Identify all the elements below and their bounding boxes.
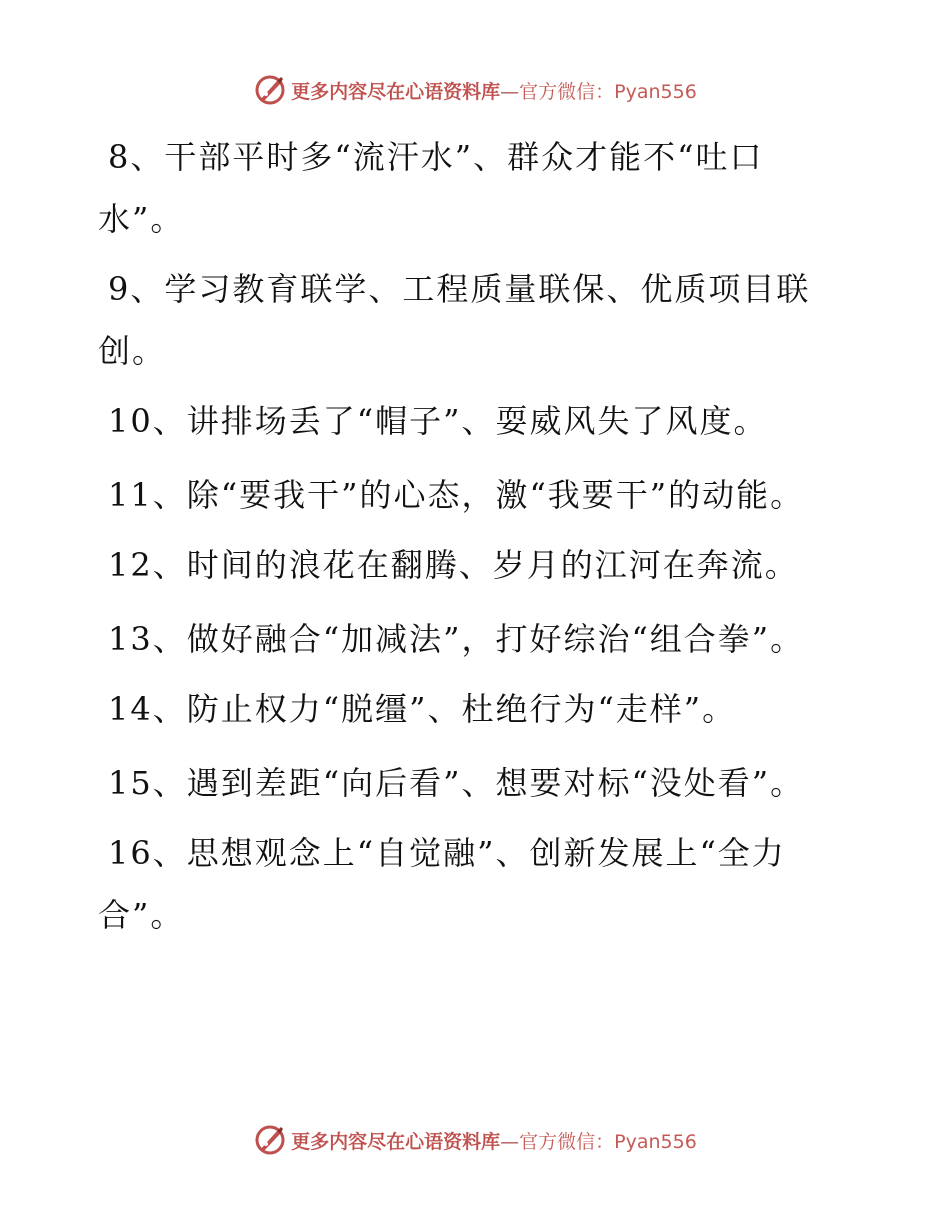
pen-logo-icon — [253, 73, 287, 107]
list-item-14: 14、防止权力“脱缰”、杜绝行为“走样”。 — [108, 690, 737, 728]
list-item-12: 12、时间的浪花在翻腾、岁月的江河在奔流。 — [108, 546, 799, 584]
list-item-13: 13、做好融合“加减法”，打好综治“组合拳”。 — [108, 620, 805, 658]
banner-text — [291, 1127, 697, 1154]
banner-contact: 官方微信：Pyan556 — [519, 1130, 697, 1153]
document-body — [98, 126, 838, 954]
footer-banner — [0, 1120, 950, 1160]
list-item-8: 8、干部平时多“流汗水”、群众才能不“吐口水”。 — [98, 138, 764, 238]
banner-dash: — — [500, 1130, 520, 1153]
banner-brand: 更多内容尽在心语资料库 — [291, 80, 501, 103]
pen-logo-icon — [253, 1123, 287, 1157]
list-item-11: 11、除“要我干”的心态，激“我要干”的动能。 — [108, 476, 805, 514]
list-item-15: 15、遇到差距“向后看”、想要对标“没处看”。 — [108, 764, 805, 802]
list-item-10: 10、讲排场丢了“帽子”、耍威风失了风度。 — [108, 402, 768, 440]
list-item-9: 9、学习教育联学、工程质量联保、优质项目联创。 — [98, 270, 811, 370]
banner-contact: 官方微信：Pyan556 — [519, 80, 697, 103]
header-banner — [0, 70, 950, 110]
banner-text — [291, 77, 697, 104]
list-item-16: 16、思想观念上“自觉融”、创新发展上“全力合”。 — [98, 834, 786, 934]
banner-dash: — — [500, 80, 520, 103]
banner-brand: 更多内容尽在心语资料库 — [291, 1130, 501, 1153]
